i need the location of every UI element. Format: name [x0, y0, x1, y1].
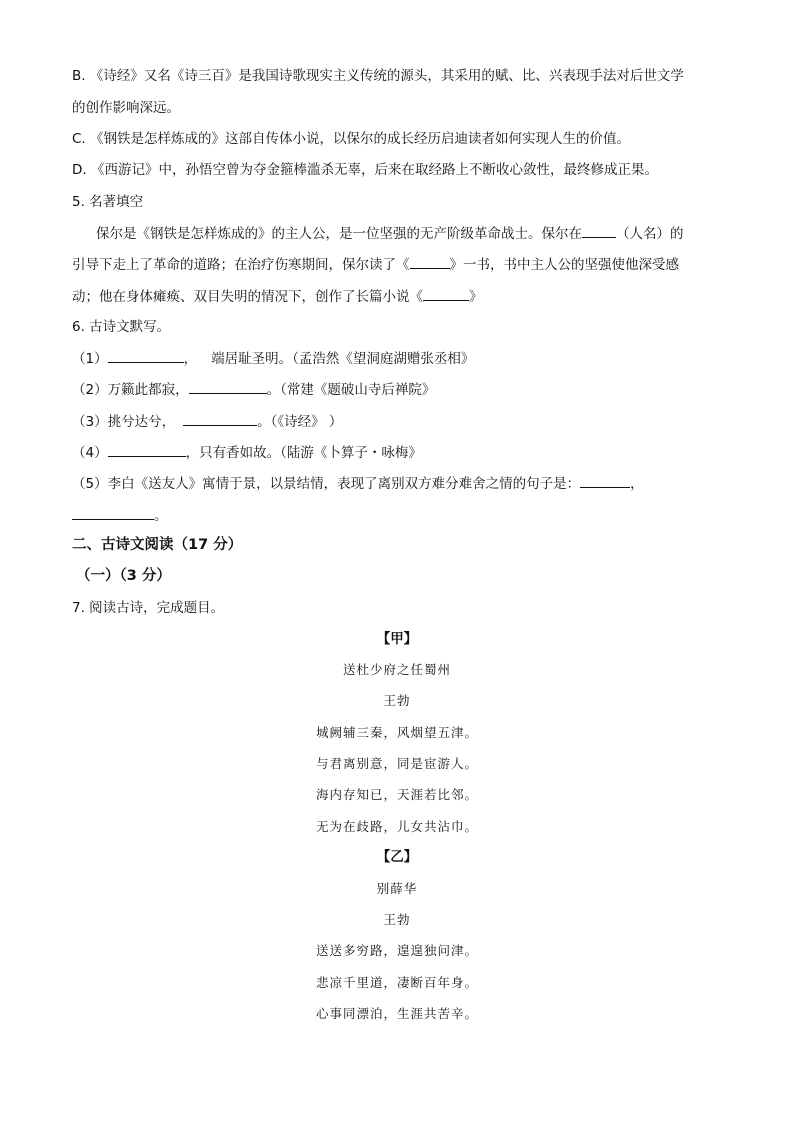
- answer-blank[interactable]: [108, 442, 186, 457]
- poem-b-author: 王勃: [383, 912, 411, 927]
- q6-text: 。（常建《题破山寺后禅院》: [266, 382, 436, 398]
- q6-text: （4）: [72, 445, 108, 461]
- q4-option-b-line2: 的创作影响深远。: [72, 100, 180, 116]
- q6-text: ，: [183, 351, 198, 367]
- q6-item-1: [72, 348, 474, 369]
- q6-item-2: [72, 379, 435, 400]
- q5-text: 动；他在身体瘫痪、双目失明的情况下，创作了长篇小说《: [72, 289, 423, 305]
- answer-blank[interactable]: [582, 223, 616, 238]
- q5-title: 5. 名著填空: [72, 194, 144, 210]
- answer-blank[interactable]: [108, 348, 184, 363]
- q7-title: 7. 阅读古诗，完成题目。: [72, 600, 225, 616]
- poem-a-line: 海内存知已，天涯若比邻。: [315, 787, 478, 802]
- poem-b-line: 心事同漂泊，生涯共苦辛。: [315, 1006, 478, 1021]
- q6-item-5-continued: [72, 505, 168, 526]
- answer-blank[interactable]: [189, 379, 267, 394]
- q6-item-5: [72, 473, 644, 494]
- q4-option-b-line1: B. 《诗经》又名《诗三百》是我国诗歌现实主义传统的源头，其采用的赋、比、兴表现手法对后世文学: [72, 68, 684, 84]
- q6-text: 。（《诗经》 ）: [257, 414, 343, 430]
- q6-text: ，: [630, 476, 644, 492]
- answer-blank[interactable]: [423, 286, 469, 301]
- poem-a-label: 【甲】: [376, 631, 418, 647]
- answer-blank[interactable]: [183, 411, 257, 426]
- answer-blank[interactable]: [580, 473, 630, 488]
- poem-b-label: 【乙】: [376, 849, 418, 865]
- q6-text: ，只有香如故。（陆游《卜算子・咏梅》: [185, 445, 422, 461]
- poem-b-title: 别薛华: [376, 881, 418, 896]
- poem-a-line: 城阙辅三秦，风烟望五津。: [315, 725, 478, 740]
- poem-a-line: 无为在歧路，儿女共沾巾。: [315, 819, 478, 834]
- poem-a-title: 送杜少府之任蜀州: [342, 662, 451, 677]
- q6-text: （3）挑兮达兮，: [72, 414, 176, 430]
- poem-a-line: 与君离别意，同是宦游人。: [315, 756, 478, 771]
- q5-text: 引导下走上了革命的道路；在治疗伤寒期间，保尔读了《: [72, 257, 410, 273]
- q6-item-3: [72, 411, 342, 432]
- q5-text: （人名）的: [616, 226, 684, 242]
- q6-title: 6. 古诗文默写。: [72, 319, 171, 335]
- q6-item-4: [72, 442, 422, 463]
- q5-text: 》: [469, 289, 483, 305]
- answer-blank[interactable]: [410, 254, 450, 269]
- answer-blank[interactable]: [72, 505, 154, 520]
- q5-text: 》一书，书中主人公的坚强使他深受感: [449, 257, 679, 273]
- poem-a-author: 王勃: [383, 693, 411, 708]
- section-heading: 二、古诗文阅读（17 分）: [72, 537, 243, 553]
- q6-text: 。: [154, 508, 168, 524]
- subsection-heading: （一）（3 分）: [76, 568, 171, 584]
- q6-text: （1）: [72, 351, 108, 367]
- q6-text: （2）万籁此都寂，: [72, 382, 189, 398]
- q5-text: 保尔是《钢铁是怎样炼成的》的主人公，是一位坚强的无产阶级革命战士。保尔在: [96, 226, 582, 242]
- q6-text: 端居耻圣明。（孟浩然《望洞庭湖赠张丞相》: [211, 351, 475, 367]
- poem-b-line: 悲凉千里道，凄断百年身。: [315, 975, 478, 990]
- q4-option-d: D. 《西游记》中，孙悟空曾为夺金箍棒滥杀无辜，后来在取经路上不断收心敛性，最终修成正果。: [72, 162, 658, 178]
- q4-option-c: C. 《钢铁是怎样炼成的》这部自传体小说，以保尔的成长经历启迪读者如何实现人生的价值。: [72, 131, 631, 147]
- q6-text: （5）李白《送友人》寓情于景，以景结情，表现了离别双方难分难舍之情的句子是：: [72, 476, 581, 492]
- poem-b-line: 送送多穷路，遑遑独问津。: [315, 943, 478, 958]
- q5-paragraph-line3: [72, 286, 483, 307]
- q5-paragraph-line2: [72, 254, 679, 275]
- q5-paragraph-line1: [96, 223, 684, 244]
